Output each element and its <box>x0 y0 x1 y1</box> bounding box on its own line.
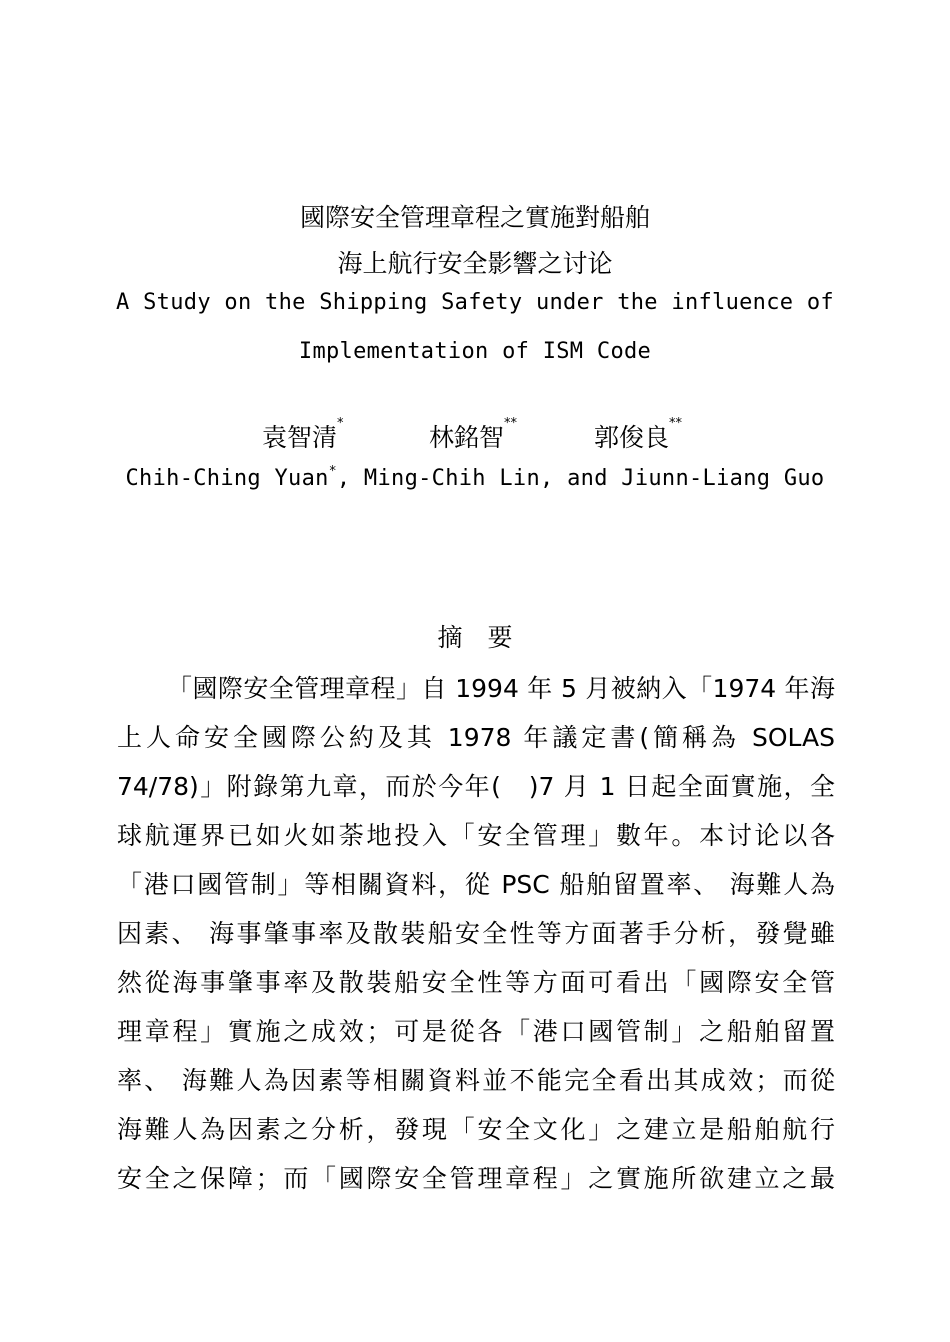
title-zh-line-1: 國際安全管理章程之實施對船舶 <box>299 203 650 232</box>
author-zh-3-name: 郭俊良 <box>594 423 670 452</box>
author-en-first: Chih-Ching Yuan <box>125 466 329 491</box>
authors-zh <box>0 418 950 458</box>
abstract-line: 上人命安全國際公約及其 1978 年議定書(簡稱為 SOLAS <box>117 723 835 752</box>
abstract-heading: 摘 要 <box>437 623 513 652</box>
author-zh-3 <box>594 418 682 454</box>
authors-en <box>0 466 950 491</box>
abstract-line: 「港口國管制」等相關資料，從 PSC 船舶留置率、 海難人為 <box>117 870 835 899</box>
author-zh-1 <box>262 418 344 454</box>
abstract-line: 因素、 海事肇事率及散裝船安全性等方面著手分析，發覺雖 <box>117 919 835 948</box>
author-zh-3-mark: ** <box>669 416 683 431</box>
title-en-line-1: A Study on the Shipping Safety under the influence of <box>116 290 834 315</box>
title-en-line-2: Implementation of ISM Code <box>298 339 652 364</box>
abstract-line: 然從海事肇事率及散裝船安全性等方面可看出「國際安全管 <box>117 968 835 997</box>
author-zh-1-mark: * <box>337 416 344 431</box>
abstract-line: 海難人為因素之分析，發現「安全文化」之建立是船舶航行 <box>117 1115 835 1144</box>
abstract-line: 安全之保障；而「國際安全管理章程」之實施所欲建立之最 <box>117 1164 835 1193</box>
abstract-line: 74/78)」附錄第九章，而於今年( )7 月 1 日起全面實施，全 <box>117 772 835 801</box>
title-zh-line-2: 海上航行安全影響之讨论 <box>337 249 613 278</box>
author-en-first-mark: * <box>328 464 337 479</box>
author-zh-1-name: 袁智清 <box>262 423 338 452</box>
abstract-line: 率、 海難人為因素等相關資料並不能完全看出其成效；而從 <box>117 1066 835 1095</box>
abstract-line: 理章程」實施之成效；可是從各「港口國管制」之船舶留置 <box>117 1017 835 1046</box>
abstract-line: 球航運界已如火如荼地投入「安全管理」數年。本讨论以各 <box>117 821 835 850</box>
author-zh-2-mark: ** <box>504 416 518 431</box>
author-zh-2-name: 林銘智 <box>429 423 505 452</box>
abstract-body <box>117 664 835 1203</box>
authors-en-rest: , Ming-Chih Lin, and Jiunn-Liang Guo <box>336 466 825 491</box>
abstract-line: 「國際安全管理章程」自 1994 年 5 月被納入「1974 年海 <box>167 674 835 703</box>
author-zh-2 <box>429 418 517 454</box>
